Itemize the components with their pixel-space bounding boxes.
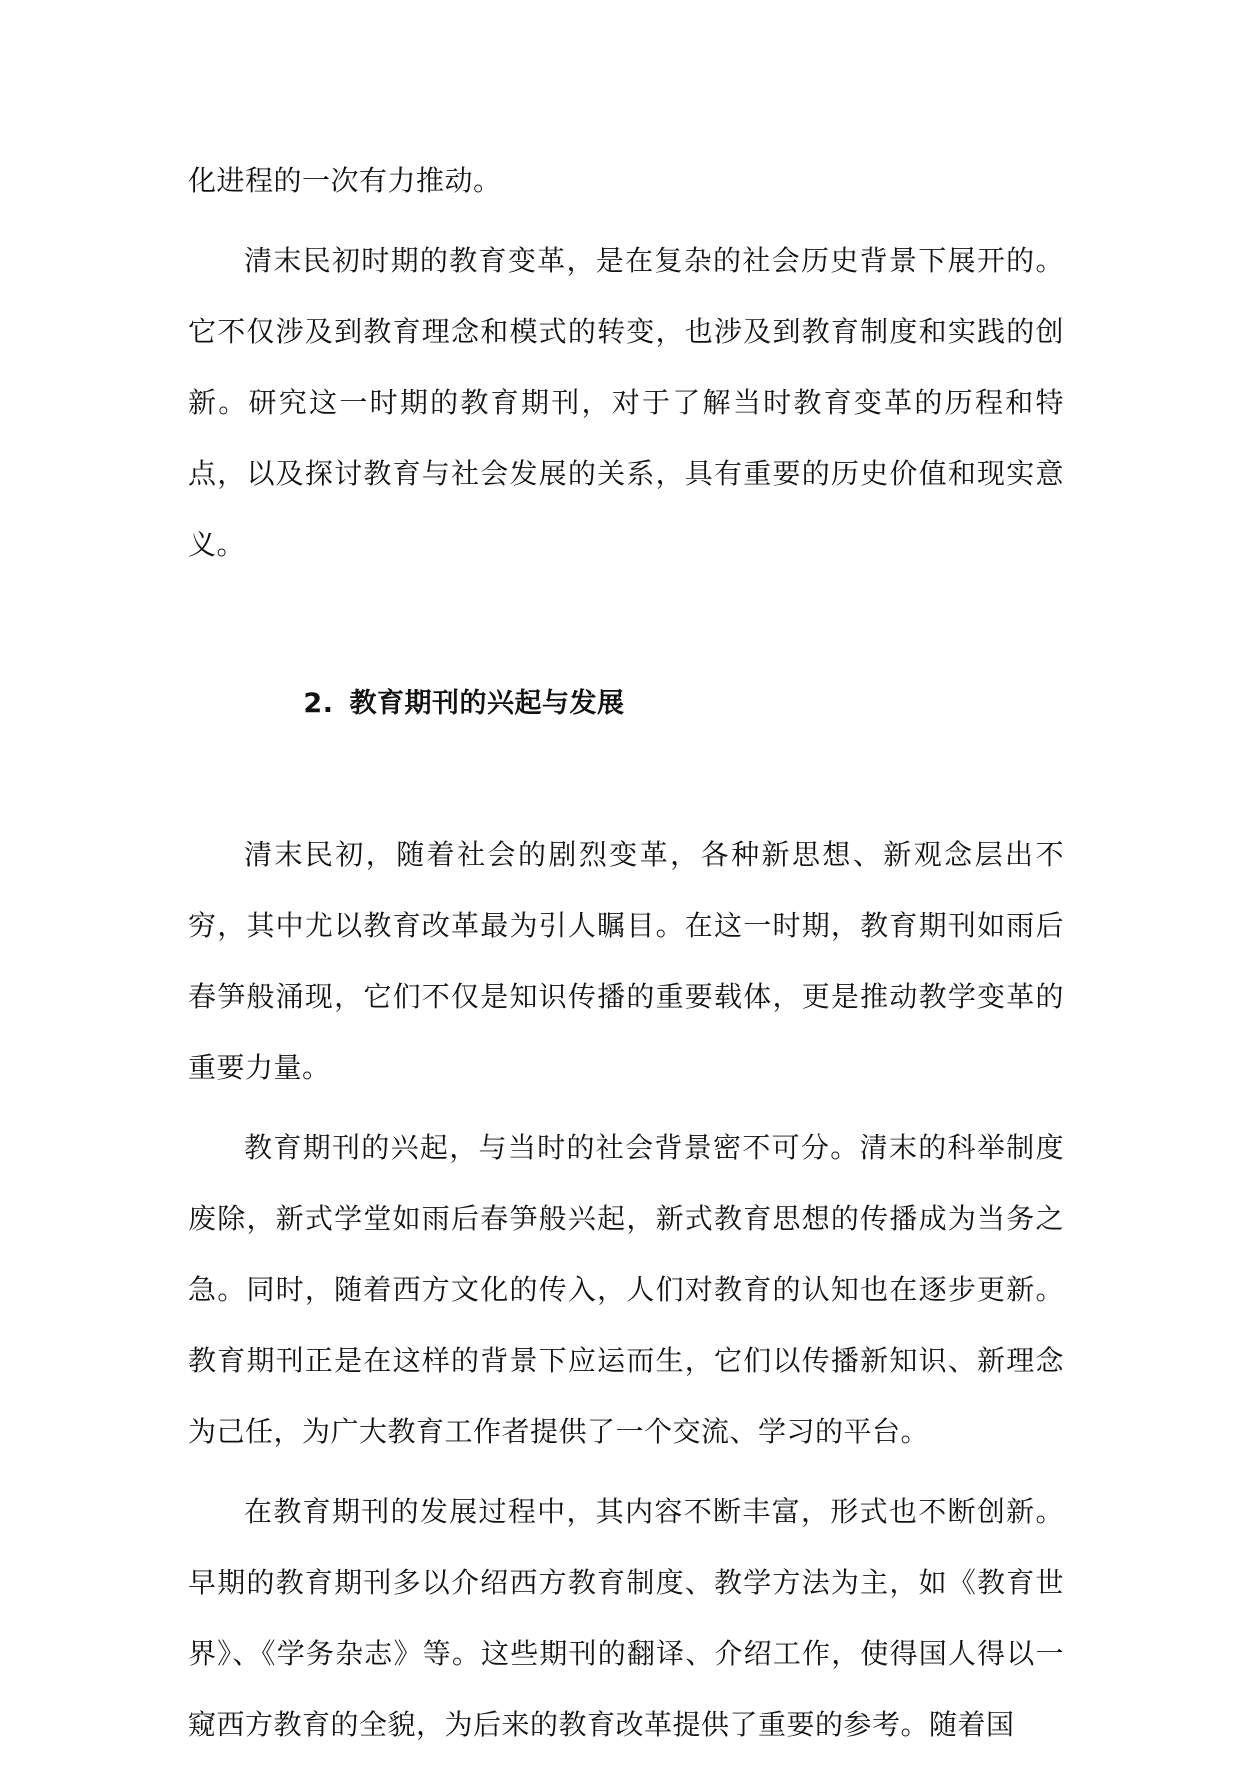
section-heading xyxy=(244,597,1064,810)
section-number: 2. xyxy=(303,688,334,719)
paragraph: 在教育期刊的发展过程中，其内容不断丰富，形式也不断创新。早期的教育期刊多以介绍西方教育制度、教学方法为主，如《教育世界》、《学务杂志》等。这些期刊的翻译、介绍工作，使得国人得以一窥西方教育的全貌，为后来的教育改革提供了重要的参考。随着国 xyxy=(188,1495,1064,1741)
paragraph: 清末民初，随着社会的剧烈变革，各种新思想、新观念层出不穷，其中尤以教育改革最为引人瞩目。在这一时期，教育期刊如雨后春笋般涌现，它们不仅是知识传播的重要载体，更是推动教学变革的重要力量。 xyxy=(188,838,1064,1084)
paragraph-continued: 化进程的一次有力推动。 xyxy=(188,164,502,197)
document-body xyxy=(188,145,1064,1769)
paragraph: 教育期刊的兴起，与当时的社会背景密不可分。清末的科举制度废除，新式学堂如雨后春笋般兴起，新式教育思想的传播成为当务之急。同时，随着西方文化的传入，人们对教育的认知也在逐步更新。教育期刊正是在这样的背景下应运而生，它们以传播新知识、新理念为己任，为广大教育工作者提供了一个交流、学习的平台。 xyxy=(188,1131,1064,1448)
paragraph: 清末民初时期的教育变革，是在复杂的社会历史背景下展开的。它不仅涉及到教育理念和模式的转变，也涉及到教育制度和实践的创新。研究这一时期的教育期刊，对于了解当时教育变革的历程和特点，以及探讨教育与社会发展的关系，具有重要的历史价值和现实意义。 xyxy=(188,244,1064,561)
section-title: 教育期刊的兴起与发展 xyxy=(349,688,625,719)
